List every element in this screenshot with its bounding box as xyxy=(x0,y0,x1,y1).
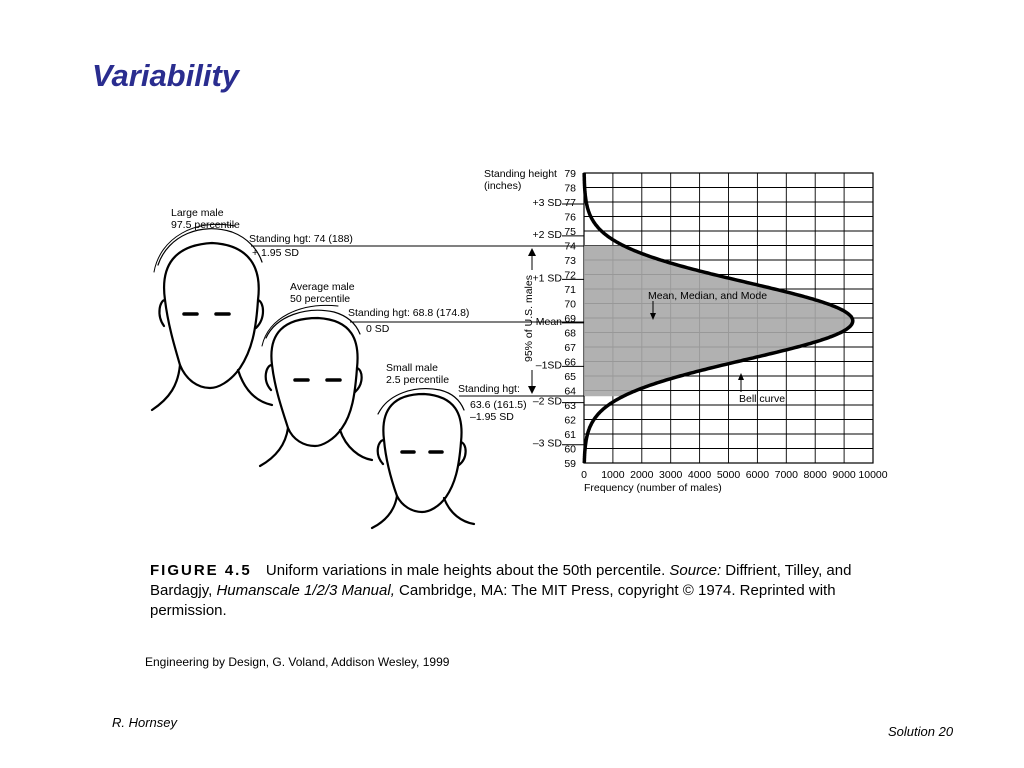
average-male-label: Average male xyxy=(290,281,355,293)
average-male-sd: 0 SD xyxy=(366,323,390,335)
small-male-label: Small male xyxy=(386,362,438,374)
range-indicator xyxy=(523,248,536,394)
y-tick-label: 79 xyxy=(564,168,576,180)
caption-source-book: Humanscale 1/2/3 Manual, xyxy=(216,582,395,599)
caption-source-authors: Diffrient, Tilley, and Bardagjy, xyxy=(150,562,852,599)
y-tick-label: 62 xyxy=(564,414,576,427)
y-axis-title-units: (inches) xyxy=(484,180,522,192)
y-axis-title: Standing height xyxy=(484,168,557,180)
bell-curve-annotation: Bell curve xyxy=(739,393,786,405)
caption-source-label: Source: xyxy=(669,562,722,579)
y-tick-label: 72 xyxy=(564,269,576,282)
y-tick-label: 67 xyxy=(564,342,576,354)
sd-label: –1SD xyxy=(535,359,562,372)
large-male-sd: + 1.95 SD xyxy=(252,247,299,259)
caption-source-publisher: Cambridge, MA: The MIT Press, copyright © 1974. Reprinted with permission. xyxy=(150,582,836,619)
x-tick-label: 0 xyxy=(581,469,587,481)
small-male-head xyxy=(372,389,474,528)
y-tick-label: 71 xyxy=(564,284,576,296)
height-distribution-chart xyxy=(484,168,888,494)
y-tick-label: 69 xyxy=(564,313,576,325)
x-tick-label: 9000 xyxy=(832,469,856,481)
y-tick-label: 59 xyxy=(564,458,576,470)
y-tick-label: 66 xyxy=(564,356,576,369)
average-male-percentile: 50 percentile xyxy=(290,293,351,305)
figure-caption xyxy=(150,561,870,621)
x-tick-label: 10000 xyxy=(858,469,888,481)
sd-label: +1 SD xyxy=(532,272,562,285)
y-tick-label: 61 xyxy=(564,429,576,441)
y-tick-label: 74 xyxy=(564,240,576,253)
x-tick-label: 7000 xyxy=(774,469,798,481)
range-label: 95% of U.S. males xyxy=(523,275,535,362)
small-male-sd: –1.95 SD xyxy=(470,411,514,423)
large-male-height: Standing hgt: 74 (188) xyxy=(249,233,353,245)
caption-text: Uniform variations in male heights about the 50th percentile. xyxy=(265,562,666,579)
large-male-label: Large male xyxy=(171,207,224,219)
sd-label: –3 SD xyxy=(532,437,562,450)
sd-label: +3 SD xyxy=(532,197,562,209)
book-credit: Engineering by Design, G. Voland, Addison Wesley, 1999 xyxy=(145,655,450,669)
shaded-95-percent-area xyxy=(584,246,853,397)
y-tick-label: 65 xyxy=(564,371,576,383)
x-tick-label: 1000 xyxy=(601,469,625,481)
y-tick-label: 77 xyxy=(564,197,576,209)
x-tick-label: 5000 xyxy=(716,469,741,481)
sd-label: Mean xyxy=(535,315,562,328)
x-tick-label: 3000 xyxy=(659,469,683,481)
y-tick-label: 78 xyxy=(564,182,576,195)
y-tick-label: 76 xyxy=(564,211,576,224)
x-tick-label: 6000 xyxy=(745,469,770,481)
figure-number: FIGURE 4.5 xyxy=(150,562,252,579)
large-male-percentile: 97.5 percentile xyxy=(171,219,240,231)
average-male-height: Standing hgt: 68.8 (174.8) xyxy=(348,307,470,319)
slide-number: Solution 20 xyxy=(888,724,954,739)
y-tick-label: 70 xyxy=(564,298,576,311)
average-male-head xyxy=(260,305,372,466)
x-tick-label: 8000 xyxy=(803,469,827,481)
y-tick-label: 75 xyxy=(564,226,576,238)
author-name: R. Hornsey xyxy=(112,715,178,730)
sd-label: –2 SD xyxy=(532,395,562,408)
mean-annotation: Mean, Median, and Mode xyxy=(648,290,768,302)
y-tick-label: 64 xyxy=(564,385,576,398)
sd-labels xyxy=(533,197,584,450)
slide-title: Variability xyxy=(92,58,240,93)
small-male-percentile: 2.5 percentile xyxy=(386,374,450,386)
x-tick-label: 2000 xyxy=(630,469,654,481)
y-tick-label: 60 xyxy=(564,443,576,456)
sd-label: +2 SD xyxy=(532,228,562,241)
y-tick-label: 68 xyxy=(564,327,576,340)
y-tick-label: 63 xyxy=(564,400,576,412)
x-axis-ticks xyxy=(581,469,888,481)
small-male-height: Standing hgt: xyxy=(458,383,520,395)
x-tick-label: 4000 xyxy=(687,469,712,481)
y-tick-label: 73 xyxy=(564,255,576,267)
small-male-height-value: 63.6 (161.5) xyxy=(470,399,527,411)
x-axis-title: Frequency (number of males) xyxy=(584,482,722,494)
y-axis-ticks xyxy=(564,168,576,470)
